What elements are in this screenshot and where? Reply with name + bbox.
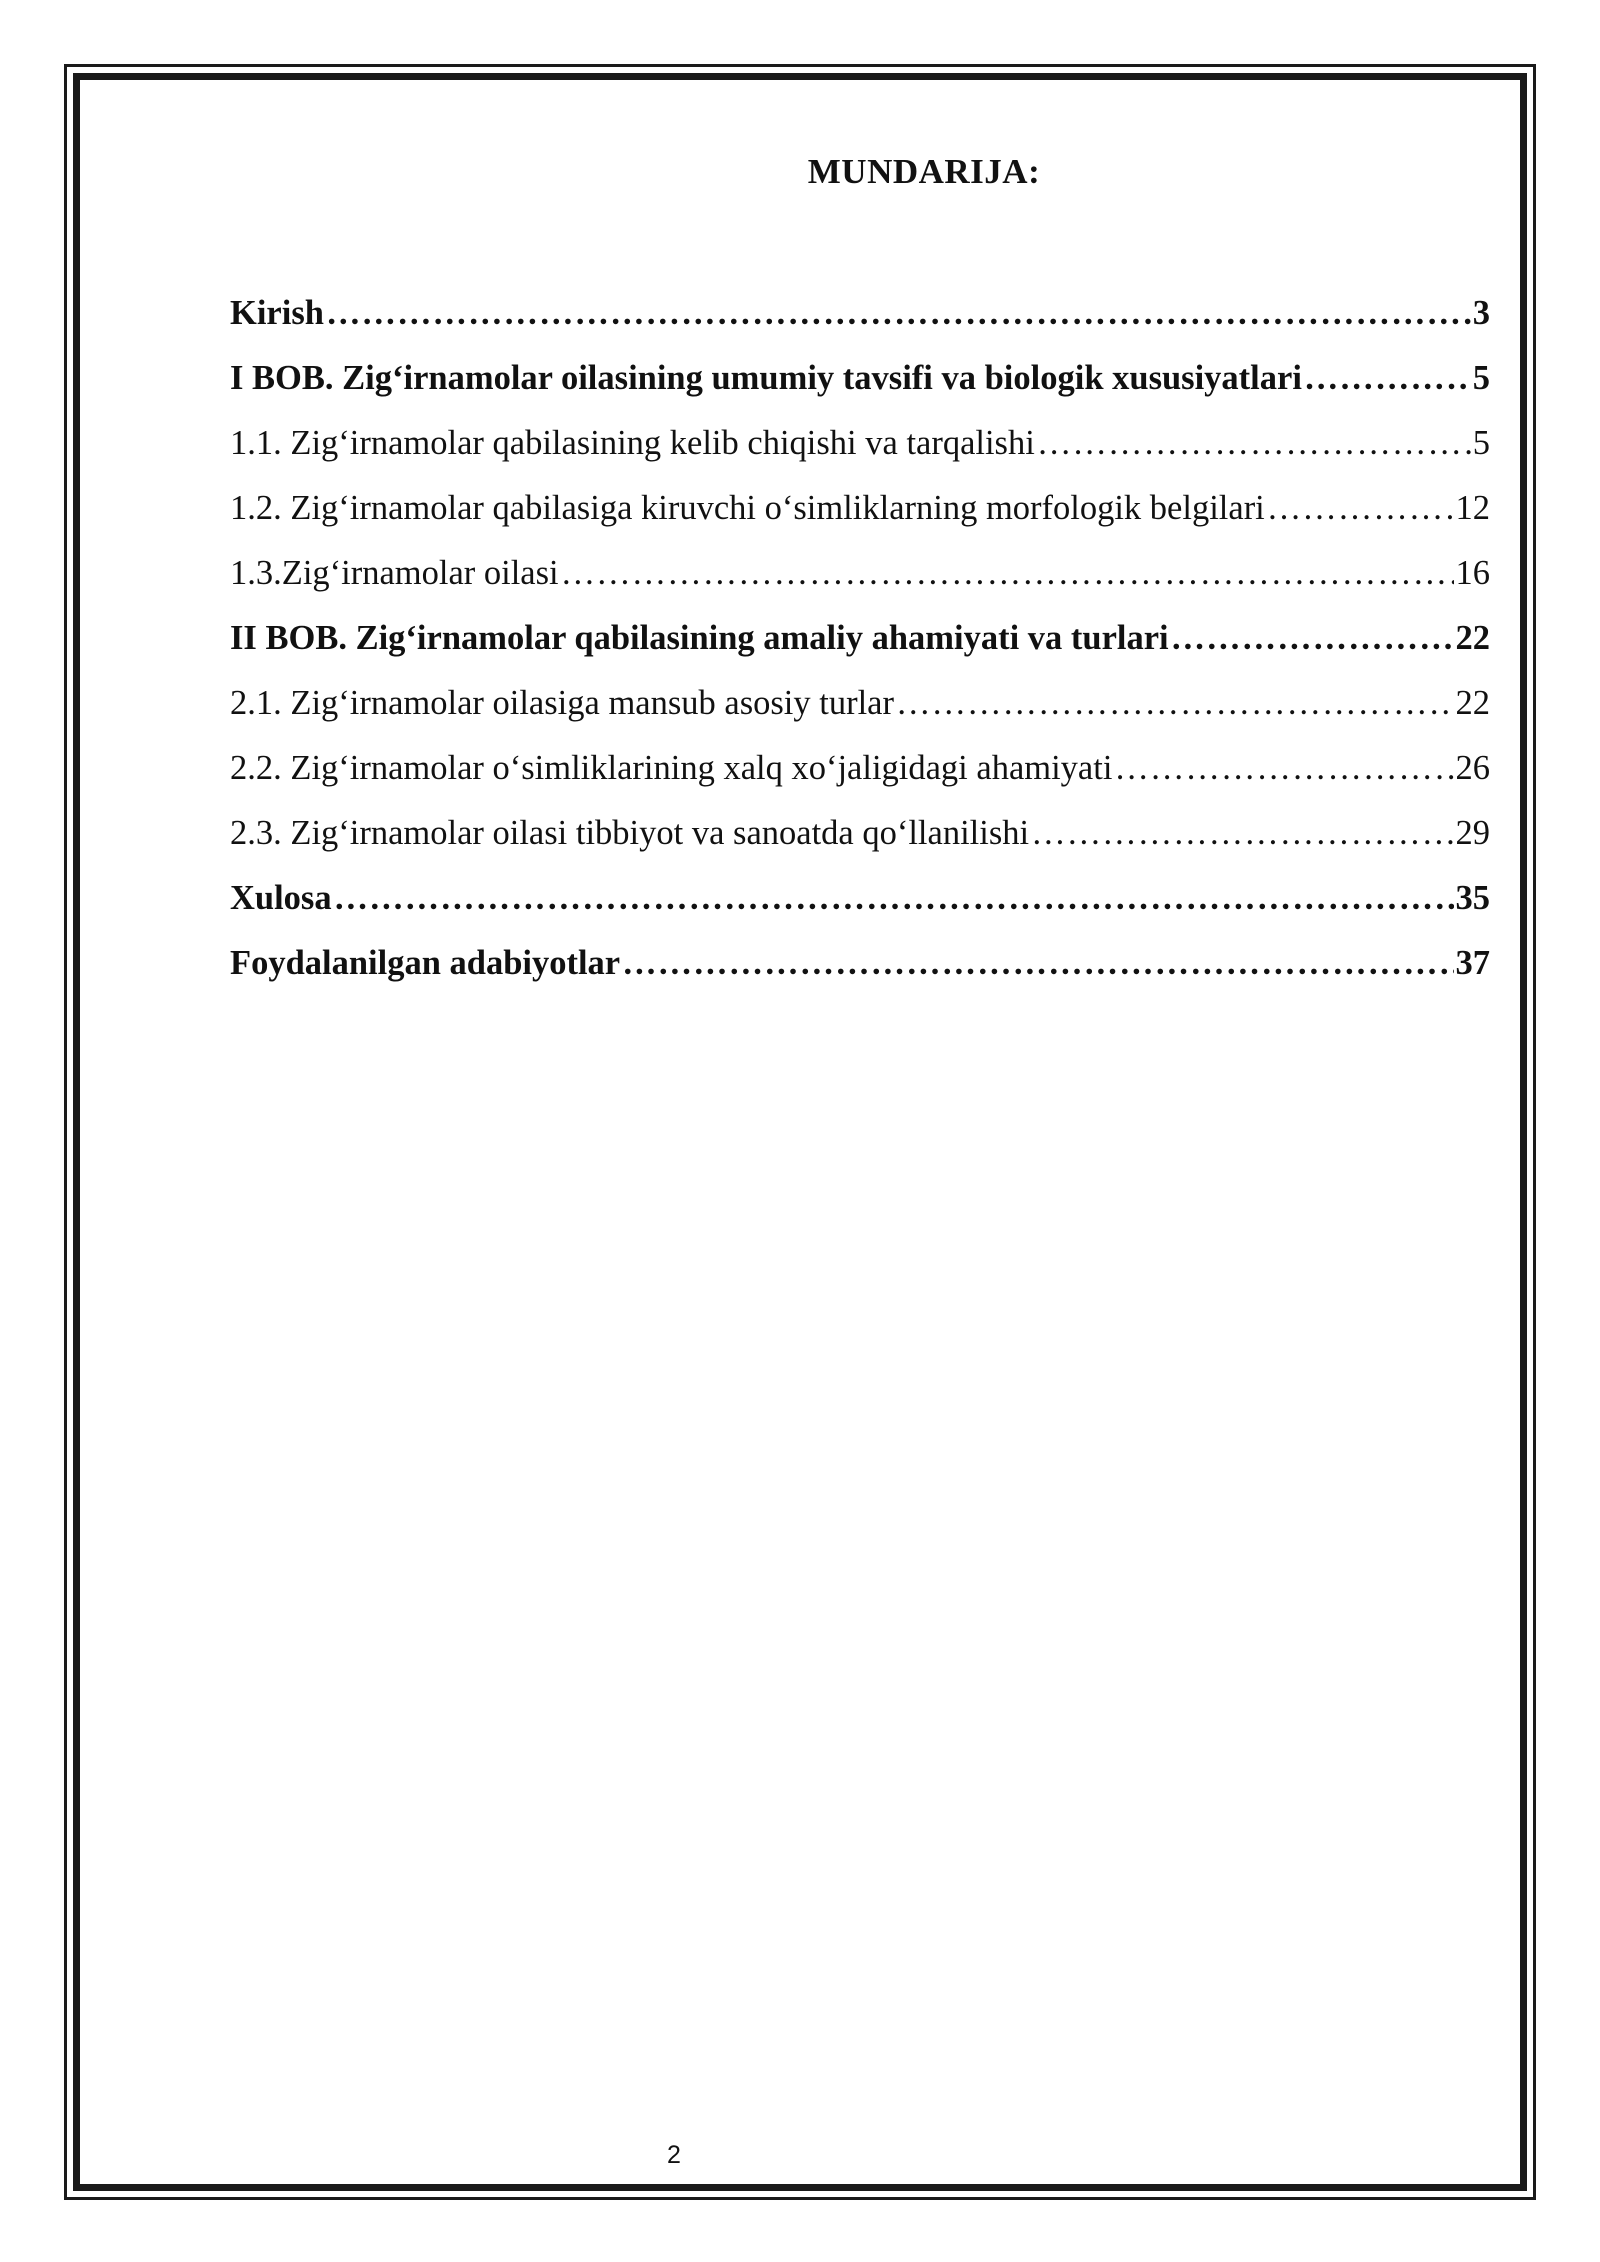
- toc-dot-leader: [334, 879, 1454, 918]
- toc-entry-references: [230, 931, 1490, 996]
- toc-dot-leader: [1037, 424, 1471, 463]
- toc-entry-page: 37: [1455, 944, 1490, 982]
- toc-entry-page: 22: [1455, 684, 1490, 722]
- toc-entry-xulosa: [230, 866, 1490, 931]
- toc-dot-leader: [1114, 749, 1453, 788]
- toc-entry-text: 2.1. Zig‘irnamolar oilasiga mansub asosiy turlar: [230, 684, 894, 722]
- toc-entry-text: 1.3.Zig‘irnamolar oilasi: [230, 554, 559, 592]
- toc-dot-leader: [896, 684, 1454, 723]
- toc-entry-text: 1.2. Zig‘irnamolar qabilasiga kiruvchi o‘simliklarning morfologik belgilari: [230, 489, 1265, 527]
- toc-entry-text: Xulosa: [230, 879, 332, 917]
- toc-entry-1-2: [230, 476, 1490, 541]
- toc-dot-leader: [1267, 489, 1454, 528]
- toc-entry-page: 3: [1472, 294, 1490, 332]
- toc-dot-leader: [561, 554, 1454, 593]
- toc-entry-page: 5: [1472, 424, 1490, 462]
- toc-dot-leader: [1304, 359, 1471, 398]
- table-of-contents: [230, 281, 1490, 996]
- toc-entry-chapter-2: [230, 606, 1490, 671]
- toc-entry-1-1: [230, 411, 1490, 476]
- toc-entry-text: I BOB. Zig‘irnamolar oilasining umumiy tavsifi va biologik xususiyatlari: [230, 359, 1302, 397]
- toc-dot-leader: [1171, 619, 1454, 658]
- toc-entry-2-2: [230, 736, 1490, 801]
- toc-dot-leader: [622, 944, 1453, 983]
- page-number: 2: [667, 2141, 681, 2169]
- toc-entry-text: Foydalanilgan adabiyotlar: [230, 944, 621, 982]
- toc-entry-text: 1.1. Zig‘irnamolar qabilasining kelib chiqishi va tarqalishi: [230, 424, 1035, 462]
- toc-entry-page: 5: [1472, 359, 1490, 397]
- toc-entry-text: Kirish: [230, 294, 324, 332]
- toc-entry-chapter-1: [230, 346, 1490, 411]
- toc-entry-page: 29: [1455, 814, 1490, 852]
- toc-entry-1-3: [230, 541, 1490, 606]
- toc-entry-text: 2.3. Zig‘irnamolar oilasi tibbiyot va sanoatda qo‘llanilishi: [230, 814, 1030, 852]
- toc-title: MUNDARIJA:: [807, 152, 1041, 191]
- toc-dot-leader: [326, 294, 1471, 333]
- toc-entry-page: 22: [1455, 619, 1490, 657]
- toc-entry-kirish: [230, 281, 1490, 346]
- toc-entry-page: 35: [1455, 879, 1490, 917]
- toc-dot-leader: [1031, 814, 1453, 853]
- toc-entry-page: 26: [1455, 749, 1490, 787]
- toc-entry-page: 16: [1455, 554, 1490, 592]
- toc-entry-2-1: [230, 671, 1490, 736]
- toc-entry-text: 2.2. Zig‘irnamolar o‘simliklarining xalq xo‘jaligidagi ahamiyati: [230, 749, 1113, 787]
- toc-entry-page: 12: [1455, 489, 1490, 527]
- toc-entry-2-3: [230, 801, 1490, 866]
- toc-entry-text: II BOB. Zig‘irnamolar qabilasining amaliy ahamiyati va turlari: [230, 619, 1169, 657]
